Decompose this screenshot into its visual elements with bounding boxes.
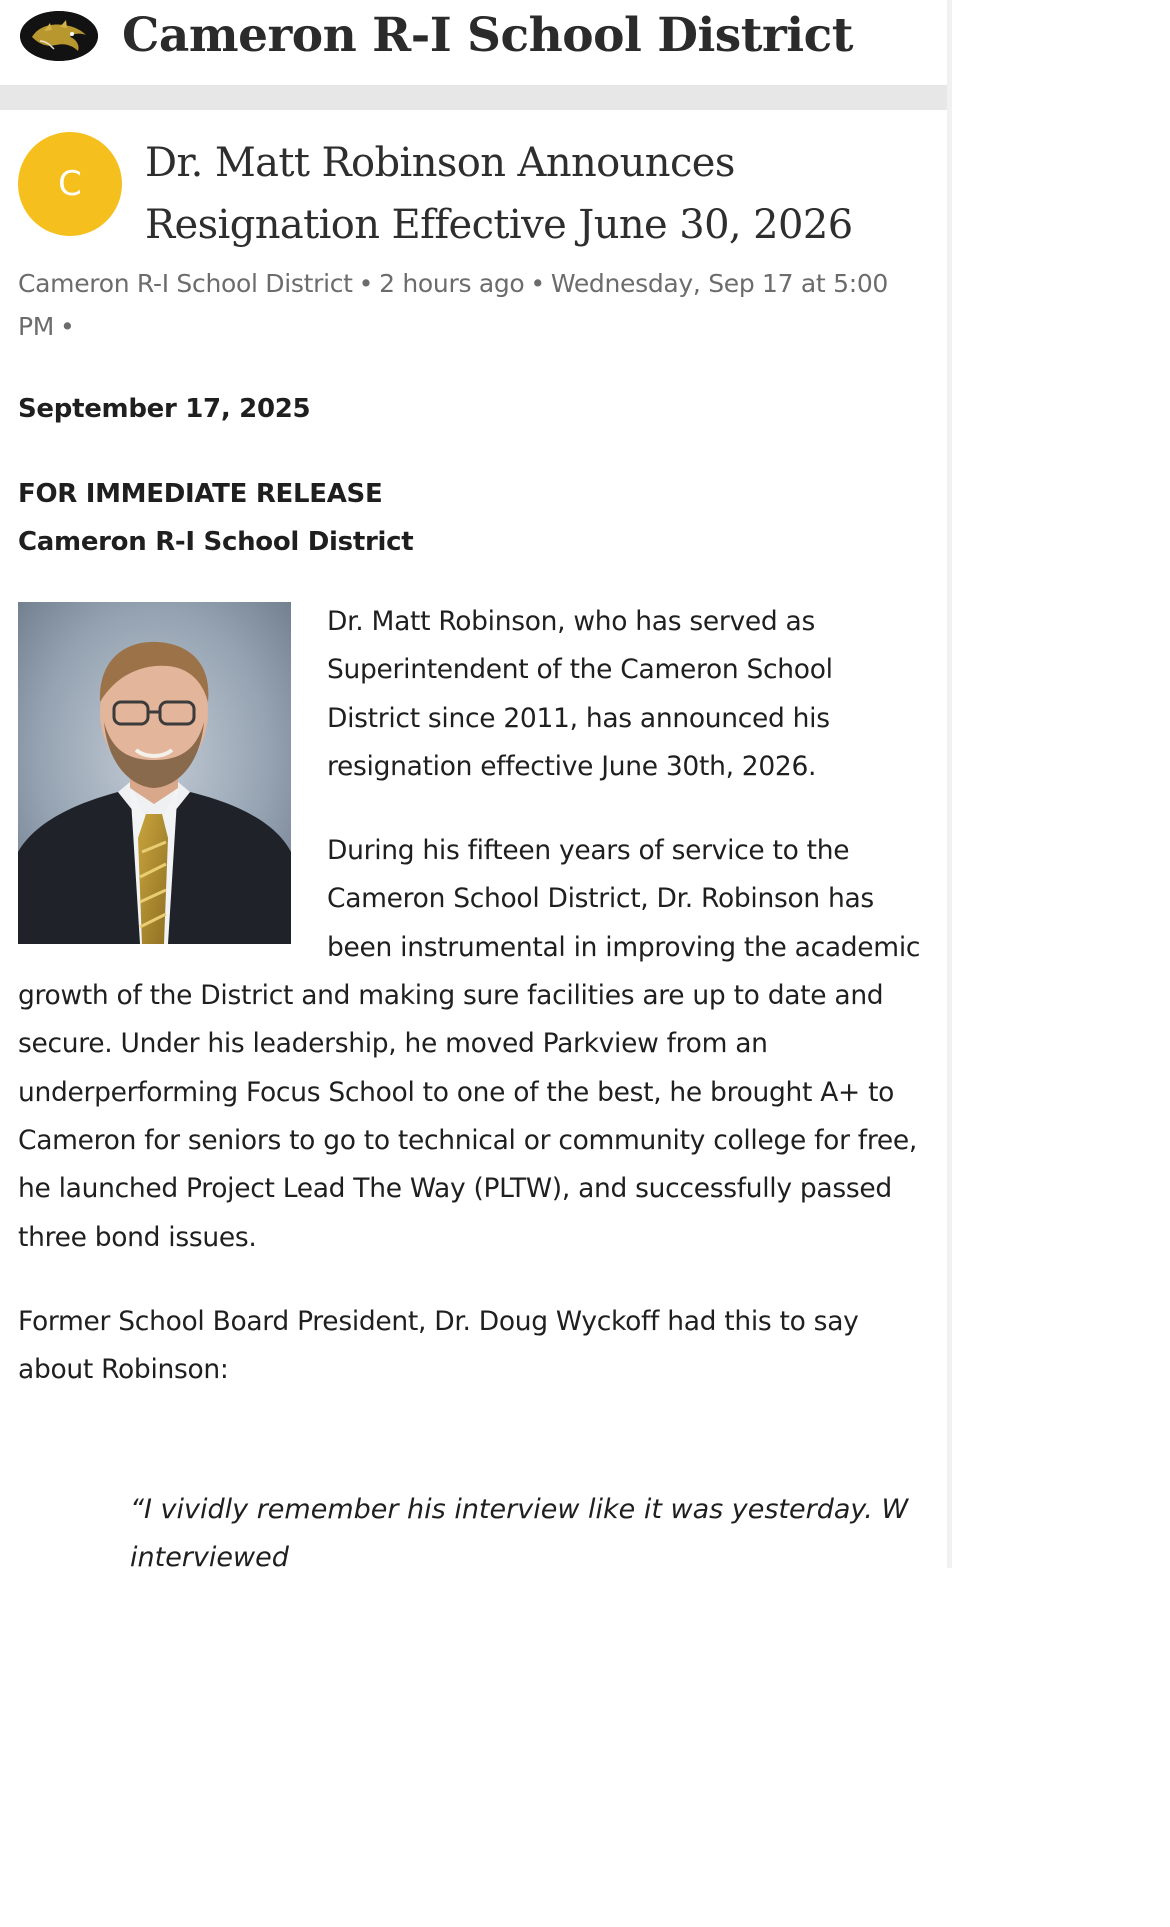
pull-quote [130, 1486, 952, 1568]
article-paragraph: Former School Board President, Dr. Doug Wyckoff had this to say about Robinson: [18, 1305, 859, 1386]
post-author[interactable]: Cameron R-I School District [18, 269, 353, 298]
meta-separator: • [358, 269, 374, 298]
article-paragraph: Dr. Matt Robinson, who has served as Superintendent of the Cameron School District since 2011, has announced his resignation effective June 30th, 2026. [327, 606, 833, 782]
site-header [0, 0, 952, 86]
meta-separator: • [60, 312, 75, 341]
post-relative-time: 2 hours ago [379, 269, 525, 298]
release-block [18, 470, 923, 566]
post-title: Dr. Matt Robinson Announces Resignation Effective June 30, 2026 [145, 140, 853, 248]
release-label: FOR IMMEDIATE RELEASE [18, 479, 383, 509]
author-avatar[interactable]: C [18, 132, 122, 236]
article-paragraph: During his fifteen years of service to the Cameron School District, Dr. Robinson has been instrumental in improving the academic growth of the District and making sure facilities are up to date and secure. Under his leadership, he moved Parkview from an underperforming Focus School to one of the best, he brought A+ to Cameron for seniors to go to technical or community college for free, he launched Project Lead The Way (PLTW), and successfully passed three bond issues. [18, 835, 921, 1253]
site-title[interactable]: Cameron R-I School District [122, 8, 853, 63]
post-meta [18, 262, 923, 348]
header-divider [0, 86, 952, 110]
release-organization: Cameron R-I School District [18, 527, 414, 557]
superintendent-photo [18, 602, 291, 944]
scroll-edge [947, 0, 952, 1568]
dragon-mascot-icon[interactable] [20, 11, 98, 61]
quote-line: “I vividly remember his interview like it was yesterday. W [130, 1494, 909, 1525]
post-timestamp: Wednesday, Sep 17 at 5:00 PM [18, 269, 889, 341]
article-date: September 17, 2025 [18, 394, 311, 424]
article-body [18, 384, 923, 1394]
quote-line: interviewed [130, 1542, 289, 1568]
meta-separator: • [530, 269, 545, 298]
